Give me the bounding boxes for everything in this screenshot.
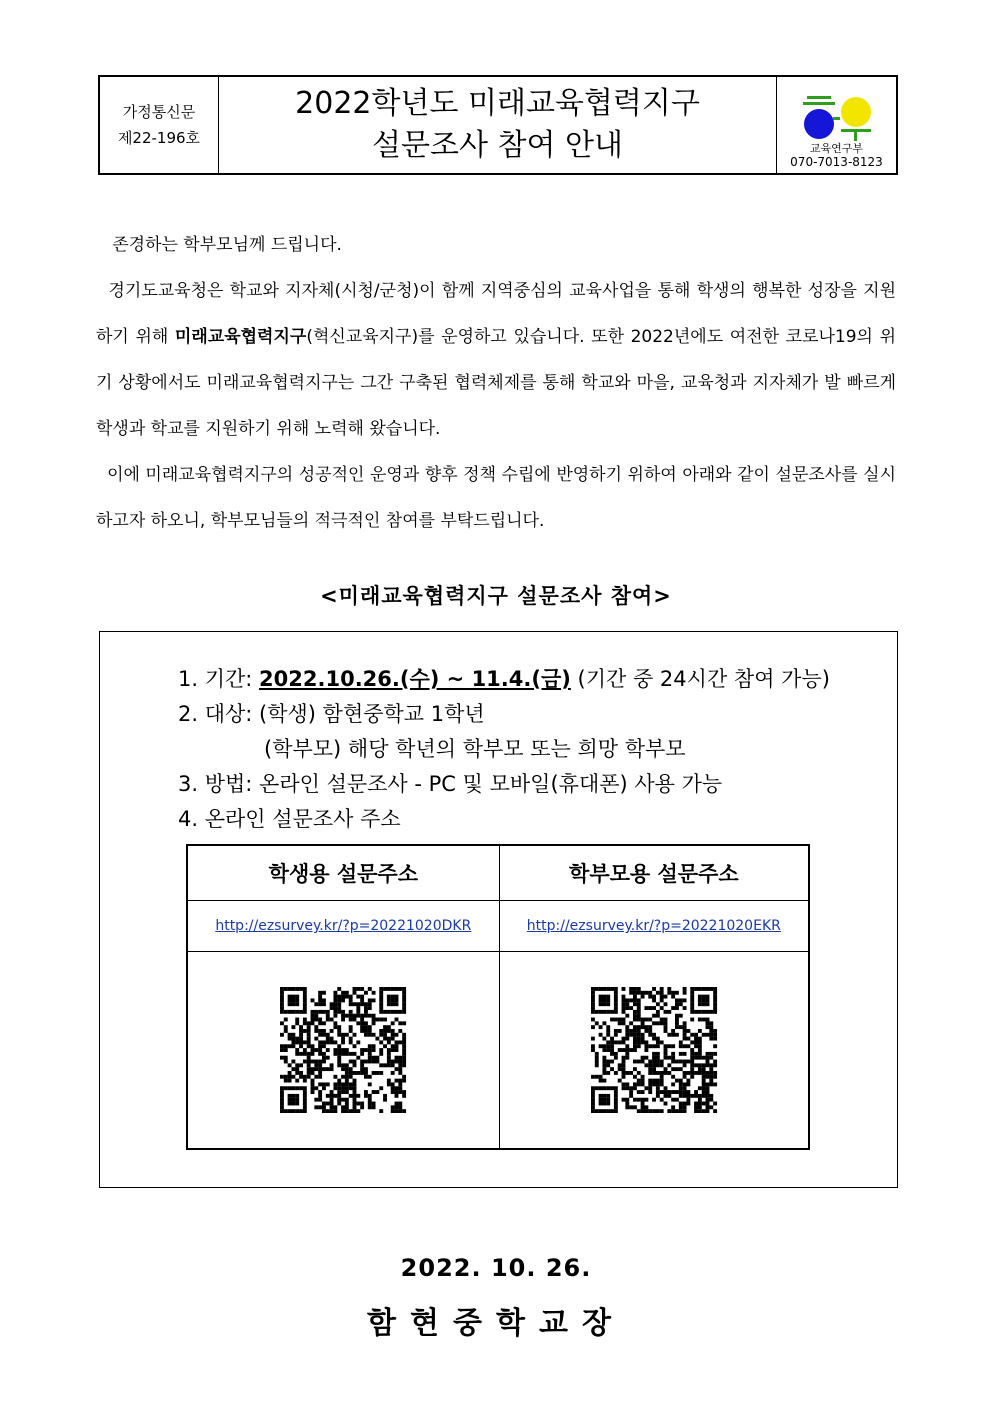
greeting: 존경하는 학부모님께 드립니다. (112, 235, 342, 255)
paragraph-1: 경기도교육청은 학교와 지자체(시청/군청)이 함께 지역중심의 교육사업을 통해 학생의 행복한 성장을 지원하기 위해 미래교육협력지구(혁신교육지구)를 운영하고 있습니다. 또한 2022년에도 여전한 코로나19의 위기 상황에서도 미래교육협력지구는 그간 구축된 협력체제를 통해 학교와 마을, 교육청과 지자체가 발 빠르게 학생과 학교를 지원하기 위해 노력해 왔습니다. (96, 281, 896, 439)
survey-items (178, 662, 830, 837)
doc-type: 가정통신문 (122, 103, 196, 121)
student-header: 학생용 설문주소 (187, 845, 499, 901)
title-line-2: 설문조사 참여 안내 (372, 128, 623, 163)
title-line-1: 2022학년도 미래교육협력지구 (295, 86, 700, 121)
paragraph-2: 이에 미래교육협력지구의 성공적인 운영과 향후 정책 수립에 반영하기 위하여 아래와 같이 설문조사를 실시하고자 하오니, 학부모님들의 적극적인 참여를 부탁드립니다. (96, 465, 896, 531)
parent-url-cell (499, 901, 809, 952)
school-logo-area (776, 77, 896, 173)
item-address: 4. 온라인 설문조사 주소 (178, 807, 401, 831)
doc-info (100, 77, 219, 173)
doc-number: 제22-196호 (117, 129, 201, 147)
item-method: 3. 방법: 온라인 설문조사 - PC 및 모바일(휴대폰) 사용 가능 (178, 772, 723, 796)
student-url-cell (187, 901, 499, 952)
program-name: 미래교육협력지구 (174, 327, 307, 347)
department: 교육연구부 (809, 142, 864, 155)
doc-title (219, 77, 776, 173)
period-value: 2022.10.26.(수) ~ 11.4.(금) (259, 667, 571, 691)
item-target: 2. 대상: (학생) 함현중학교 1학년 (178, 702, 485, 726)
parent-header: 학부모용 설문주소 (499, 845, 809, 901)
item-period: 1. 기간: 2022.10.26.(수) ~ 11.4.(금) (기간 중 24시간 참여 가능) (178, 667, 830, 691)
school-logo-icon (801, 92, 873, 142)
student-qr-code-icon[interactable] (275, 987, 411, 1113)
survey-info-box (99, 631, 898, 1188)
section-title: <미래교육협력지구 설문조사 참여> (320, 584, 672, 608)
letter-body (96, 222, 896, 544)
parent-qr-cell (499, 952, 809, 1150)
student-qr-cell (187, 952, 499, 1150)
phone-number: 070-7013-8123 (790, 155, 883, 169)
parent-qr-code-icon[interactable] (586, 987, 722, 1113)
issue-date: 2022. 10. 26. (400, 1254, 592, 1282)
parent-survey-link[interactable]: http://ezsurvey.kr/?p=20221020EKR (526, 918, 781, 934)
item-target-parent: (학부모) 해당 학년의 학부모 또는 희망 학부모 (264, 737, 686, 761)
letter-header (98, 75, 898, 175)
student-survey-link[interactable]: http://ezsurvey.kr/?p=20221020DKR (215, 918, 472, 934)
survey-address-table (186, 844, 810, 1150)
signer: 함현중학교장 (367, 1306, 625, 1341)
